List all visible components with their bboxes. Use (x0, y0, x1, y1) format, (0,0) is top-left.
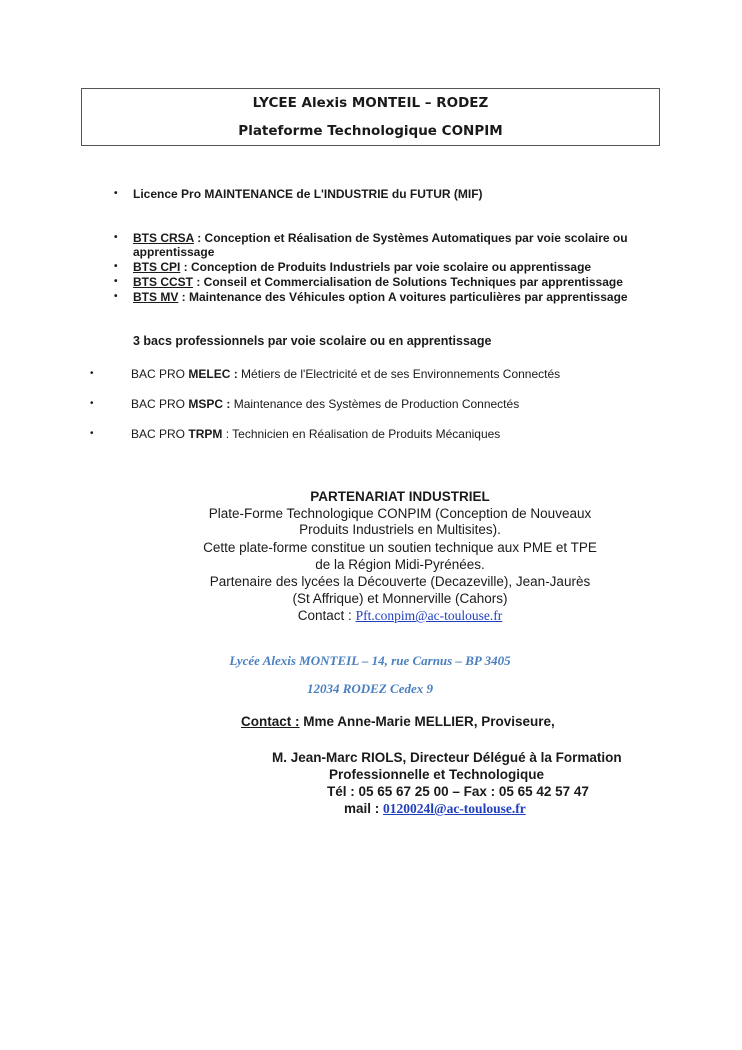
bac-code: MSPC : (188, 397, 231, 411)
bac-code: TRPM (188, 427, 223, 441)
contact-mail-label: mail : (344, 801, 384, 816)
bullet-icon: • (114, 276, 118, 287)
bac-code: MELEC : (188, 367, 238, 381)
bac-prefix: BAC PRO (131, 397, 189, 411)
partner-line: Cette plate-forme constitue un soutien technique aux PME et TPE (203, 540, 597, 555)
bac-prefix: BAC PRO (131, 367, 189, 381)
bullet-icon: • (114, 188, 118, 199)
contact-directeur-cont: Professionnelle et Technologique (329, 767, 545, 782)
contact-directeur: M. Jean-Marc RIOLS, Directeur Délégué à la Formation (272, 750, 622, 765)
contact-email-link[interactable]: 0120024l@ac-toulouse.fr (383, 801, 526, 816)
partner-line: Produits Industriels en Multisites). (299, 522, 501, 537)
contact-proviseur: Mme Anne-Marie MELLIER, Proviseure, (299, 714, 555, 729)
bts-text: : Conseil et Commercialisation de Solutions Techniques par apprentissage (193, 275, 623, 289)
platform-title: Plateforme Technologique CONPIM (238, 123, 503, 139)
bac-desc: Maintenance des Systèmes de Production Connectés (230, 397, 520, 411)
address-line: 12034 RODEZ Cedex 9 (306, 681, 434, 696)
bts-code: BTS CCST (133, 275, 193, 289)
contact-mail (344, 801, 526, 817)
bts-text-cont: apprentissage (133, 245, 215, 259)
bts-code: BTS MV (133, 290, 179, 304)
partner-contact (160, 608, 640, 624)
bts-code: BTS CRSA (133, 231, 194, 245)
partner-line: Partenaire des lycées la Découverte (Decazeville), Jean-Jaurès (209, 574, 591, 589)
partner-line: Plate-Forme Technologique CONPIM (Conception de Nouveaux (208, 506, 592, 521)
contact-label: Contact : (241, 714, 300, 729)
bullet-icon: • (90, 428, 94, 439)
address-line: Lycée Alexis MONTEIL – 14, rue Carnus – BP 3405 (229, 653, 511, 668)
bacs-title: 3 bacs professionnels par voie scolaire ou en apprentissage (133, 334, 492, 348)
partner-email-link[interactable]: Pft.conpim@ac-toulouse.fr (355, 608, 503, 623)
bac-desc: : Technicien en Réalisation de Produits Mécaniques (222, 427, 501, 441)
bac-desc: Métiers de l'Electricité et de ses Environnements Connectés (237, 367, 561, 381)
partner-line: (St Affrique) et Monnerville (Cahors) (292, 591, 508, 606)
header-box (81, 88, 660, 146)
partner-title: PARTENARIAT INDUSTRIEL (310, 489, 490, 504)
bullet-icon: • (114, 291, 118, 302)
bts-text: : Maintenance des Véhicules option A voitures particulières par apprentissage (178, 290, 628, 304)
bts-code: BTS CPI (133, 260, 181, 274)
contact-tel: Tél : 05 65 67 25 00 – Fax : 05 65 42 57 47 (327, 784, 589, 799)
bac-prefix: BAC PRO (131, 427, 189, 441)
bts-text: : Conception et Réalisation de Systèmes Automatiques par voie scolaire ou (193, 231, 628, 245)
partner-contact-label: Contact : (297, 608, 356, 623)
bts-text: : Conception de Produits Industriels par voie scolaire ou apprentissage (180, 260, 592, 274)
bullet-icon: • (90, 368, 94, 379)
contact-block (241, 714, 555, 730)
bullet-icon: • (90, 398, 94, 409)
bullet-icon: • (114, 232, 118, 243)
partner-line: de la Région Midi-Pyrénées. (315, 557, 485, 572)
licence-text: Licence Pro MAINTENANCE de L'INDUSTRIE du FUTUR (MIF) (133, 187, 483, 201)
bullet-icon: • (114, 261, 118, 272)
school-title: LYCEE Alexis MONTEIL – RODEZ (252, 95, 489, 111)
